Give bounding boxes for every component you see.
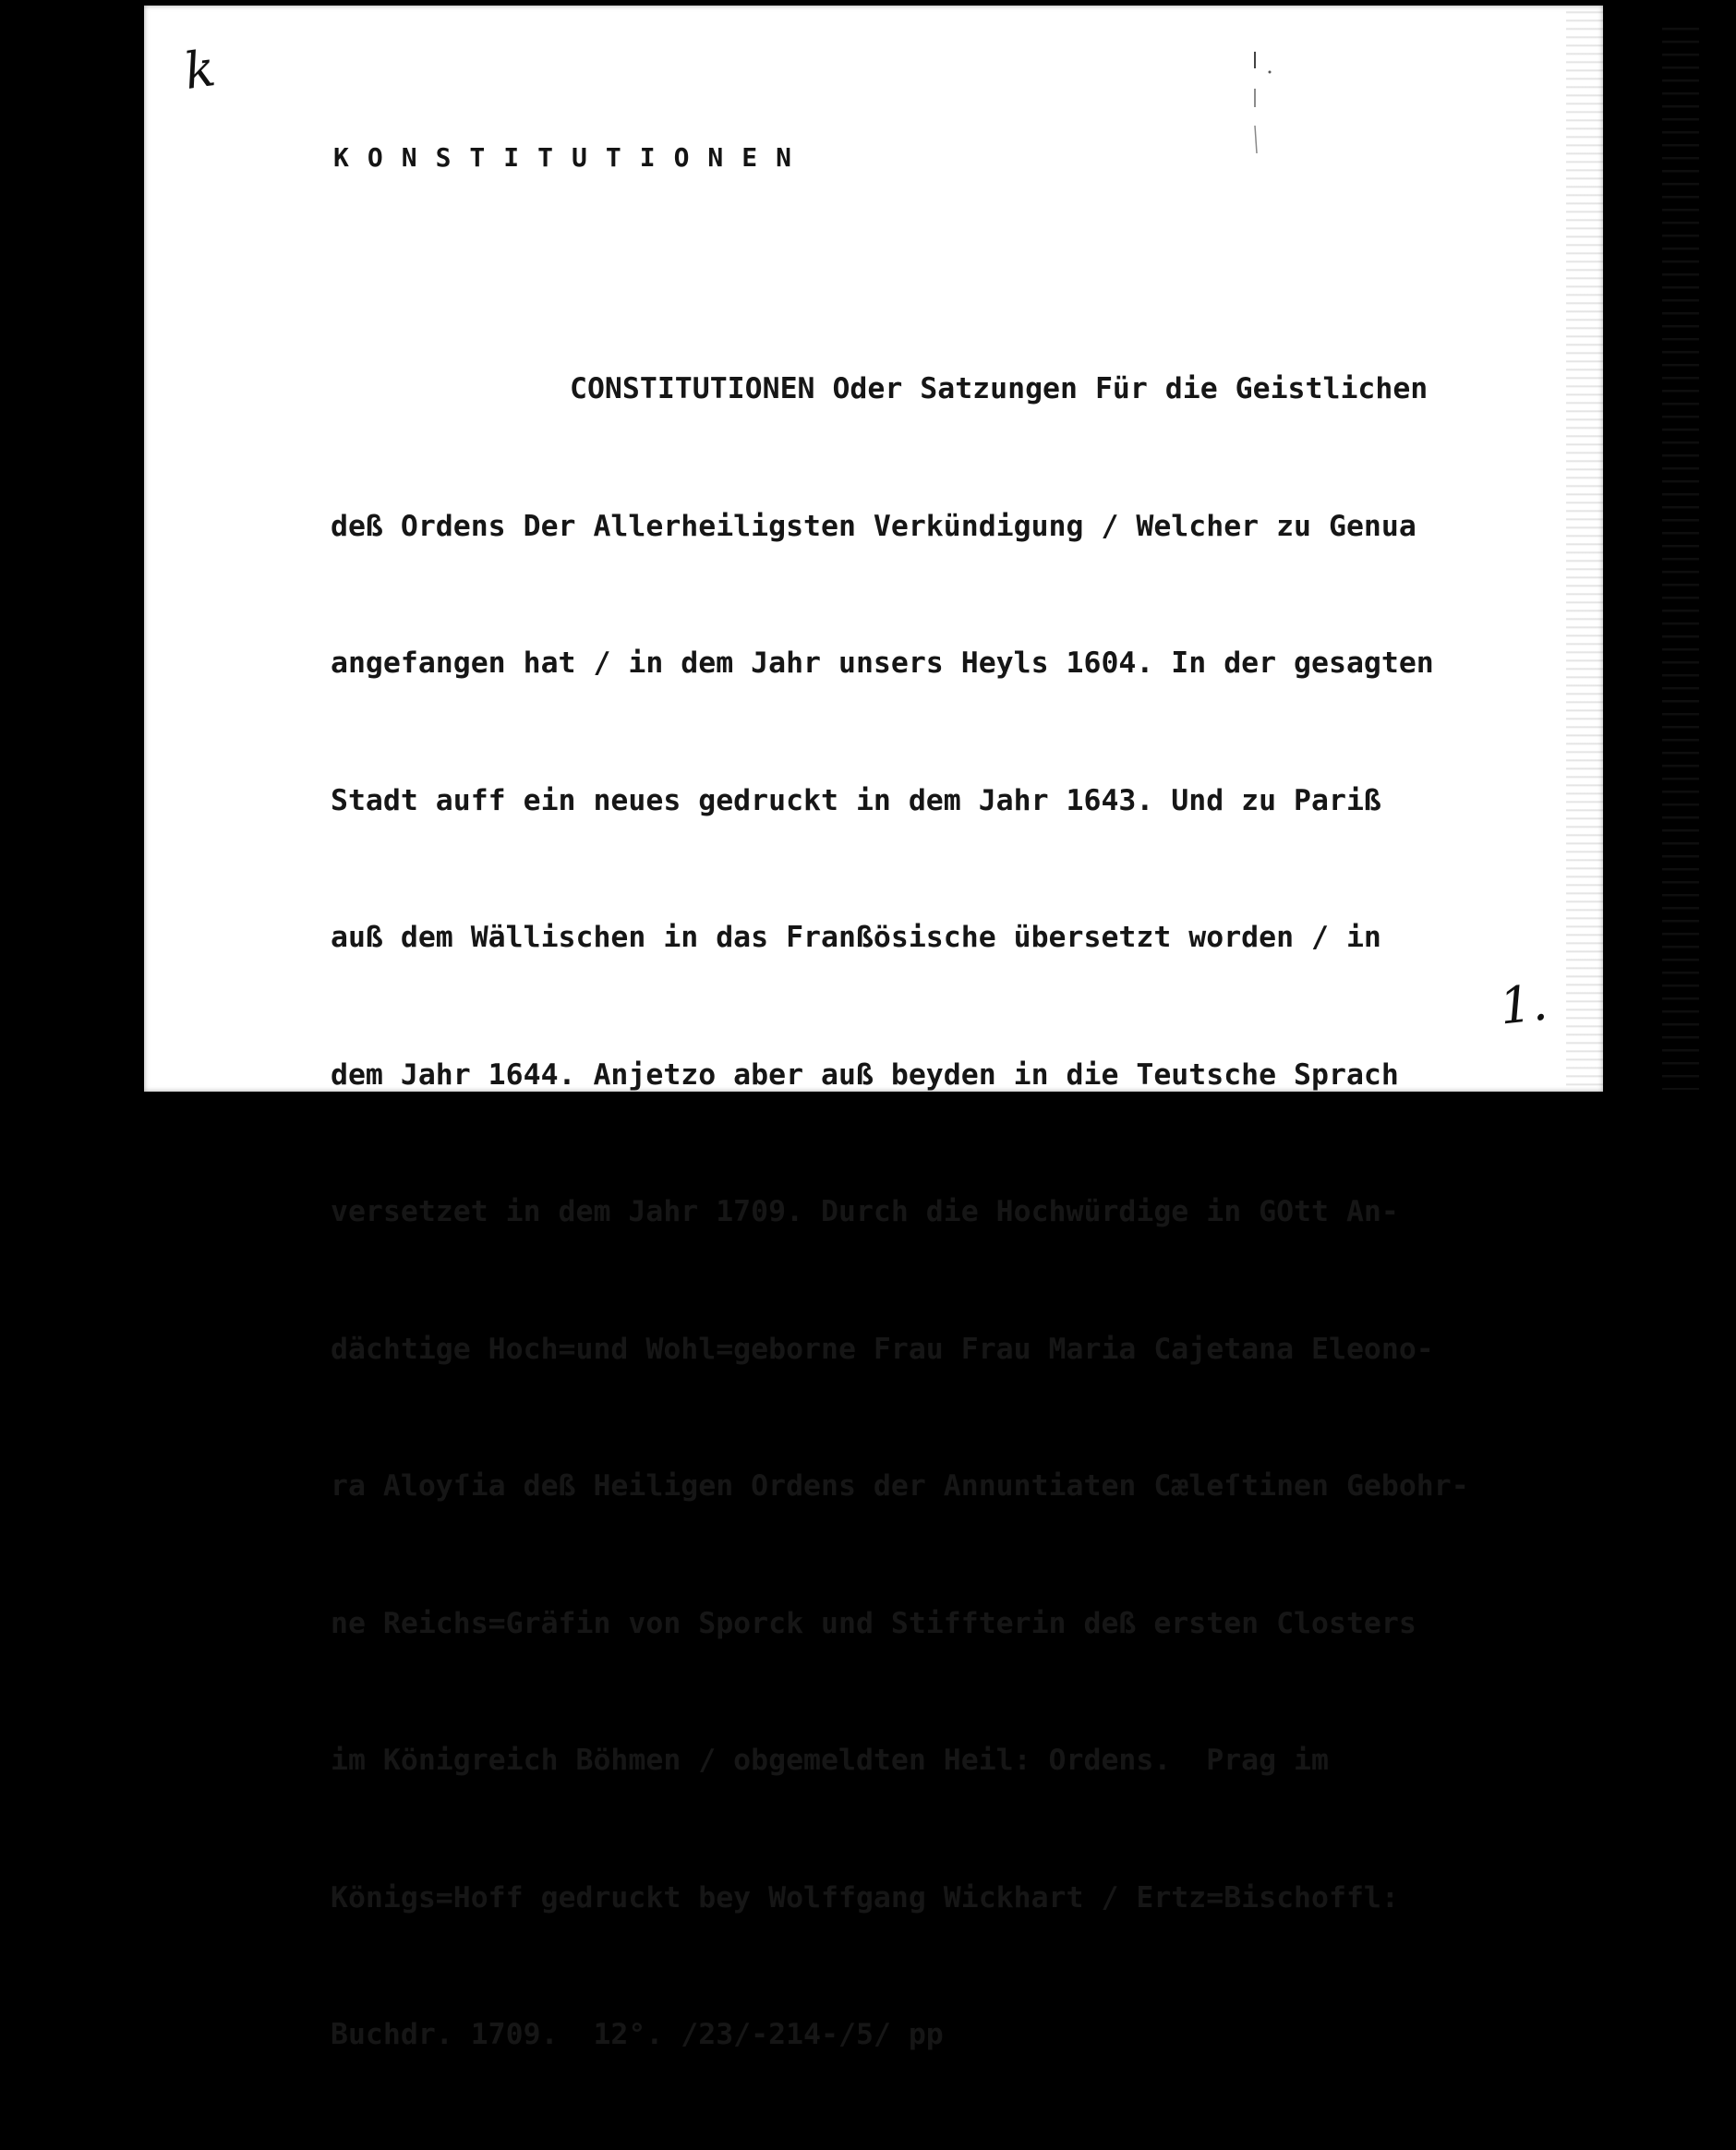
card-heading: KONSTITUTIONEN: [333, 142, 811, 173]
card-body-text: [331, 275, 1531, 2150]
body-line-1: CONSTITUTIONEN Oder Satzungen Für die Geistlichen: [570, 372, 1429, 405]
handwritten-corner-mark: k: [180, 39, 219, 101]
body-line-5: auß dem Wällischen in das Franßösische übersetzt worden / in: [331, 921, 1381, 954]
card-edge-speckle: [1566, 6, 1603, 1092]
handwritten-page-number: 1.: [1496, 972, 1550, 1036]
body-line-3: angefangen hat / in dem Jahr unsers Heyls 1604. In der gesagten: [331, 646, 1434, 680]
margin-noise: [1662, 28, 1699, 1090]
body-line-4: Stadt auff ein neues gedruckt in dem Jahr 1643. Und zu Pariß: [331, 783, 1381, 817]
body-line-12: Königs=Hoff gedruckt bey Wolffgang Wickhart / Ertz=Bischoffl:: [331, 1880, 1399, 1914]
body-line-2: deß Ordens Der Allerheiligsten Verkündigung / Welcher zu Genua: [331, 509, 1417, 543]
body-line-10: ne Reichs=Gräfin von Sporck und Stiffterin deß ersten Closters: [331, 1606, 1417, 1640]
body-line-13: Buchdr. 1709. 12°. /23/-214-/5/ pp: [331, 2018, 944, 2051]
catalog-card: [144, 6, 1603, 2051]
scan-right-margin: [1607, 0, 1736, 1117]
body-line-7: versetzet in dem Jahr 1709. Durch die Hochwürdige in GOtt An-: [331, 1195, 1399, 1228]
body-line-9: ra Aloyſia deß Heiligen Ordens der Annuntiaten Cæleſtinen Gebohr-: [331, 1469, 1469, 1503]
body-line-8: dächtige Hoch=und Wohl=geborne Frau Frau Maria Cajetana Eleono-: [331, 1332, 1434, 1366]
scan-artifact-marks: [1248, 52, 1284, 172]
body-line-11: im Königreich Böhmen / obgemeldten Heil: Ordens. Prag im: [331, 1744, 1329, 1777]
body-line-6: dem Jahr 1644. Anjetzo aber auß beyden in die Teutsche Sprach: [331, 1057, 1399, 1092]
